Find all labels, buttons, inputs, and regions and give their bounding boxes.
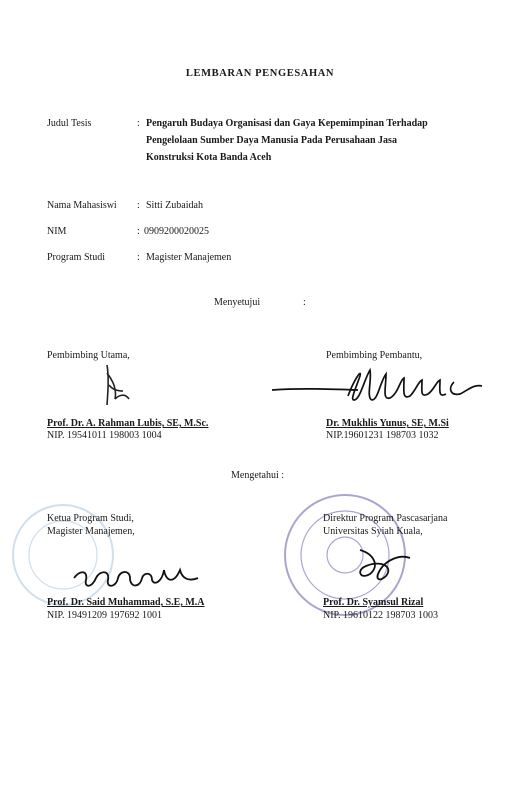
field-value-prodi: Magister Manajemen <box>146 252 232 263</box>
nip-pembimbing-utama: NIP. 19541011 198003 1004 <box>47 430 162 441</box>
field-value-nim: 0909200020025 <box>144 226 209 237</box>
field-separator-prodi: : <box>137 252 140 263</box>
field-separator-judul: : <box>137 118 140 129</box>
approve-heading: Menyetujui <box>214 297 261 308</box>
nip-pembimbing-pembantu: NIP.19601231 198703 1032 <box>326 430 439 441</box>
name-pembimbing-pembantu: Dr. Mukhlis Yunus, SE, M.Si <box>326 418 449 429</box>
role-direktur-line1: Direktur Program Pascasarjana <box>323 513 448 524</box>
signature-direktur <box>350 540 420 590</box>
field-label-nama: Nama Mahasiswi <box>47 200 117 211</box>
know-heading: Mengetahui : <box>231 470 285 481</box>
judul-line-1: Pengaruh Budaya Organisasi dan Gaya Kepemimpinan Terhadap <box>146 118 428 129</box>
approve-colon: : <box>303 297 306 308</box>
name-direktur: Prof. Dr. Syamsul Rizal <box>323 597 424 608</box>
field-label-prodi: Program Studi <box>47 252 106 263</box>
role-ketua-prodi-line1: Ketua Program Studi, <box>47 513 134 524</box>
judul-line-3: Konstruksi Kota Banda Aceh <box>146 152 272 163</box>
name-pembimbing-utama: Prof. Dr. A. Rahman Lubis, SE, M.Sc. <box>47 418 209 429</box>
role-pembimbing-pembantu: Pembimbing Pembantu, <box>326 350 423 361</box>
signature-pembimbing-utama <box>95 355 155 415</box>
field-separator-nim: : <box>137 226 140 237</box>
role-direktur-line2: Universitas Syiah Kuala, <box>323 526 423 537</box>
signature-ketua-prodi <box>70 548 210 598</box>
field-value-nama: Sitti Zubaidah <box>146 200 203 211</box>
role-pembimbing-utama: Pembimbing Utama, <box>47 350 130 361</box>
nip-direktur: NIP. 19610122 198703 1003 <box>323 610 439 621</box>
nip-ketua-prodi: NIP. 19491209 197692 1001 <box>47 610 163 621</box>
role-ketua-prodi-line2: Magister Manajemen, <box>47 526 135 537</box>
field-separator-nama: : <box>137 200 140 211</box>
field-label-nim: NIM <box>47 226 67 237</box>
signature-pembimbing-pembantu <box>268 360 498 420</box>
name-ketua-prodi: Prof. Dr. Said Muhammad, S.E, M.A <box>47 597 205 608</box>
page-title: LEMBARAN PENGESAHAN <box>185 68 335 79</box>
judul-line-2: Pengelolaan Sumber Daya Manusia Pada Perusahaan Jasa <box>146 135 397 146</box>
field-label-judul: Judul Tesis <box>47 118 92 129</box>
